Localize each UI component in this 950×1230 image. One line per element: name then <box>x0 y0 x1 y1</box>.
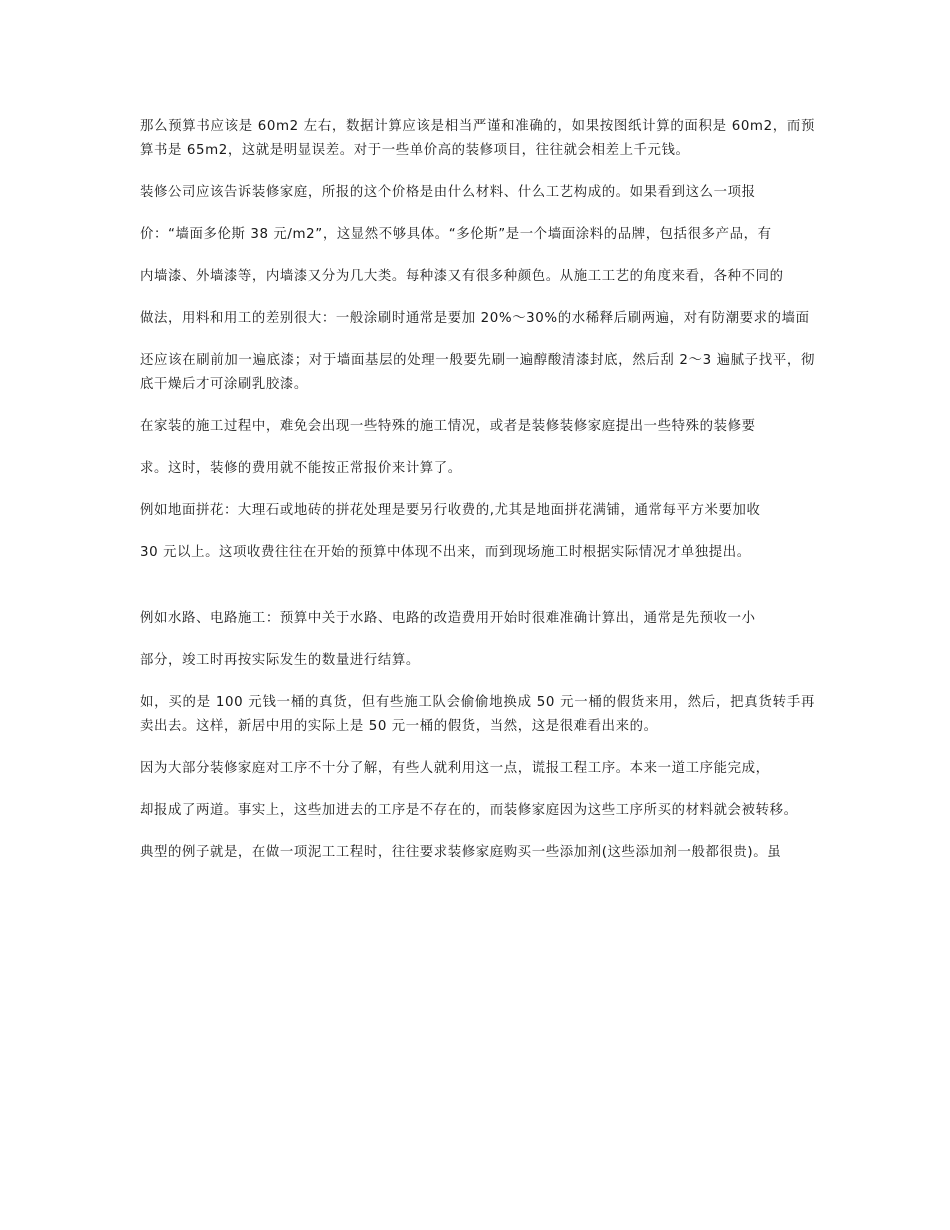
paragraph-4: 内墙漆、外墙漆等，内墙漆又分为几大类。每种漆又有很多种颜色。从施工工艺的角度来看，各种不同的 <box>140 269 784 284</box>
paragraph-10: 30 元以上。这项收费往往在开始的预算中体现不出来，而到现场施工时根据实际情况才单独提出。 <box>140 545 751 560</box>
document-body <box>140 115 815 883</box>
paragraph-13: 如，买的是 100 元钱一桶的真货，但有些施工队会偷偷地换成 50 元一桶的假货来用，然后，把真货转手再卖出去。这样，新居中用的实际上是 50 元一桶的假货，当然，这是很难看出来的。 <box>140 695 815 734</box>
paragraph-15: 却报成了两道。事实上，这些加进去的工序是不存在的，而装修家庭因为这些工序所买的材料就会被转移。 <box>140 803 798 818</box>
paragraph-6: 还应该在刷前加一遍底漆；对于墙面基层的处理一般要先刷一遍醇酸清漆封底，然后刮 2～3 遍腻子找平，彻底干燥后才可涂刷乳胶漆。 <box>140 353 815 392</box>
paragraph-1: 那么预算书应该是 60m2 左右，数据计算应该是相当严谨和准确的，如果按图纸计算的面积是 60m2，而预算书是 65m2，这就是明显误差。对于一些单价高的装修项目，往往就会相差上千元钱。 <box>140 119 815 158</box>
paragraph-9: 例如地面拼花：大理石或地砖的拼花处理是要另行收费的,尤其是地面拼花满铺，通常每平方米要加收 <box>140 503 761 518</box>
paragraph-14: 因为大部分装修家庭对工序不十分了解，有些人就利用这一点，谎报工程工序。本来一道工序能完成， <box>140 761 770 776</box>
paragraph-16: 典型的例子就是，在做一项泥工工程时，往往要求装修家庭购买一些添加剂(这些添加剂一般都很贵)。虽 <box>140 845 782 860</box>
paragraph-5: 做法，用料和用工的差别很大：一般涂刷时通常是要加 20%～30%的水稀释后刷两遍，对有防潮要求的墙面 <box>140 311 810 326</box>
paragraph-11: 例如水路、电路施工：预算中关于水路、电路的改造费用开始时很难准确计算出，通常是先预收一小 <box>140 611 756 626</box>
paragraph-8: 求。这时，装修的费用就不能按正常报价来计算了。 <box>140 461 462 476</box>
paragraph-2: 装修公司应该告诉装修家庭，所报的这个价格是由什么材料、什么工艺构成的。如果看到这么一项报 <box>140 185 756 200</box>
paragraph-7: 在家装的施工过程中，难免会出现一些特殊的施工情况，或者是装修装修家庭提出一些特殊的装修要 <box>140 419 756 434</box>
paragraph-12: 部分，竣工时再按实际发生的数量进行结算。 <box>140 653 420 668</box>
paragraph-3: 价：“墙面多伦斯 38 元/m2”，这显然不够具体。“多伦斯”是一个墙面涂料的品牌，包括很多产品，有 <box>140 227 772 242</box>
